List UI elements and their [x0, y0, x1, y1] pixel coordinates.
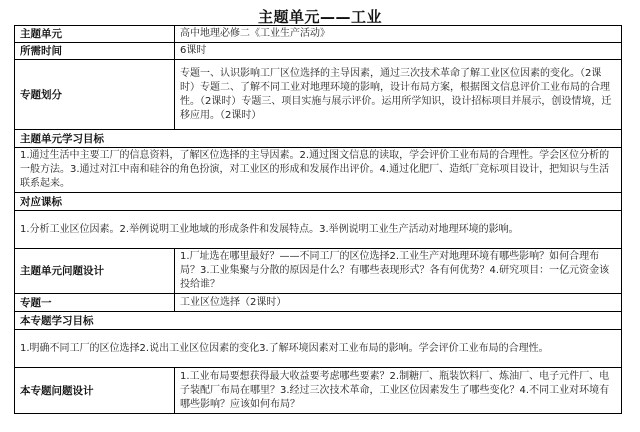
topic-goals-body: 1.明确不同工厂的区位选择2.说出工业区位因素的变化3.了解环境因素对工业布局的影响。学会评价工业布局的合理性。: [15, 330, 622, 368]
table-row: [15, 148, 622, 193]
table-row: [15, 330, 622, 368]
lesson-plan-table: [14, 25, 622, 414]
topic1-label: 专题一: [15, 294, 175, 312]
table-row: [15, 294, 622, 312]
topic-questions-label: 本专题问题设计: [15, 368, 175, 414]
document-title: 主题单元——工业: [257, 8, 382, 26]
division-label: 专题划分: [15, 60, 175, 130]
table-row: [15, 193, 622, 211]
table-row: [15, 60, 622, 130]
table-row: [15, 312, 622, 330]
table-row: [15, 249, 622, 294]
table-row: [15, 368, 622, 414]
unit-goals-heading: 主题单元学习目标: [15, 130, 622, 148]
unit-label: 主题单元: [15, 26, 175, 43]
table-row: [15, 211, 622, 249]
table-row: [15, 130, 622, 148]
table-row: [15, 43, 622, 60]
time-label: 所需时间: [15, 43, 175, 60]
topic-questions-value: 1.工业布局要想获得最大收益要考虑哪些要素？2.制糖厂、瓶装饮料厂、炼油厂、电子元件厂、电子装配厂布局在哪里？3.经过三次技术革命，工业区位因素发生了哪些变化？4.不同工业对环境有哪些影响？应该如何布局？: [175, 368, 622, 414]
unit-goals-body: 1.通过生活中主要工厂的信息资料，了解区位选择的主导因素。2.通过图文信息的读取，学会评价工业布局的合理性。学会区位分析的一般方法。3.通过对江中南和硅谷的角色扮演，对工业区的形成和发展作出评价。4.通过化肥厂、造纸厂竞标项目设计，把知识与生活联系起来。: [15, 148, 622, 193]
standards-body: 1.分析工业区位因素。2.举例说明工业地域的形成条件和发展特点。3.举例说明工业生产活动对地理环境的影响。: [15, 211, 622, 249]
unit-value: 高中地理必修二《工业生产活动》: [175, 26, 622, 43]
topic1-value: 工业区位选择（2课时）: [175, 294, 622, 312]
division-value: 专题一、认识影响工厂区位选择的主导因素，通过三次技术革命了解工业区位因素的变化。（2课时）专题二、了解不同工业对地理环境的影响，设计布局方案，根据图文信息评价工业布局的合理性。（2课时）专题三、项目实施与展示评价。运用所学知识，设计招标项目并展示，创设情境，迁移应用。（2课时）: [175, 60, 622, 130]
standards-heading: 对应课标: [15, 193, 622, 211]
table-row: [15, 26, 622, 43]
topic-goals-heading: 本专题学习目标: [15, 312, 622, 330]
questions-label: 主题单元问题设计: [15, 249, 175, 294]
time-value: 6课时: [175, 43, 622, 60]
questions-value: 1.厂址选在哪里最好？——不同工厂的区位选择2.工业生产对地理环境有哪些影响？如何合理布局？3.工业集聚与分散的原因是什么？有哪些表现形式？各有何优势？4.研究项目：一亿元资金该投给谁？: [175, 249, 622, 294]
